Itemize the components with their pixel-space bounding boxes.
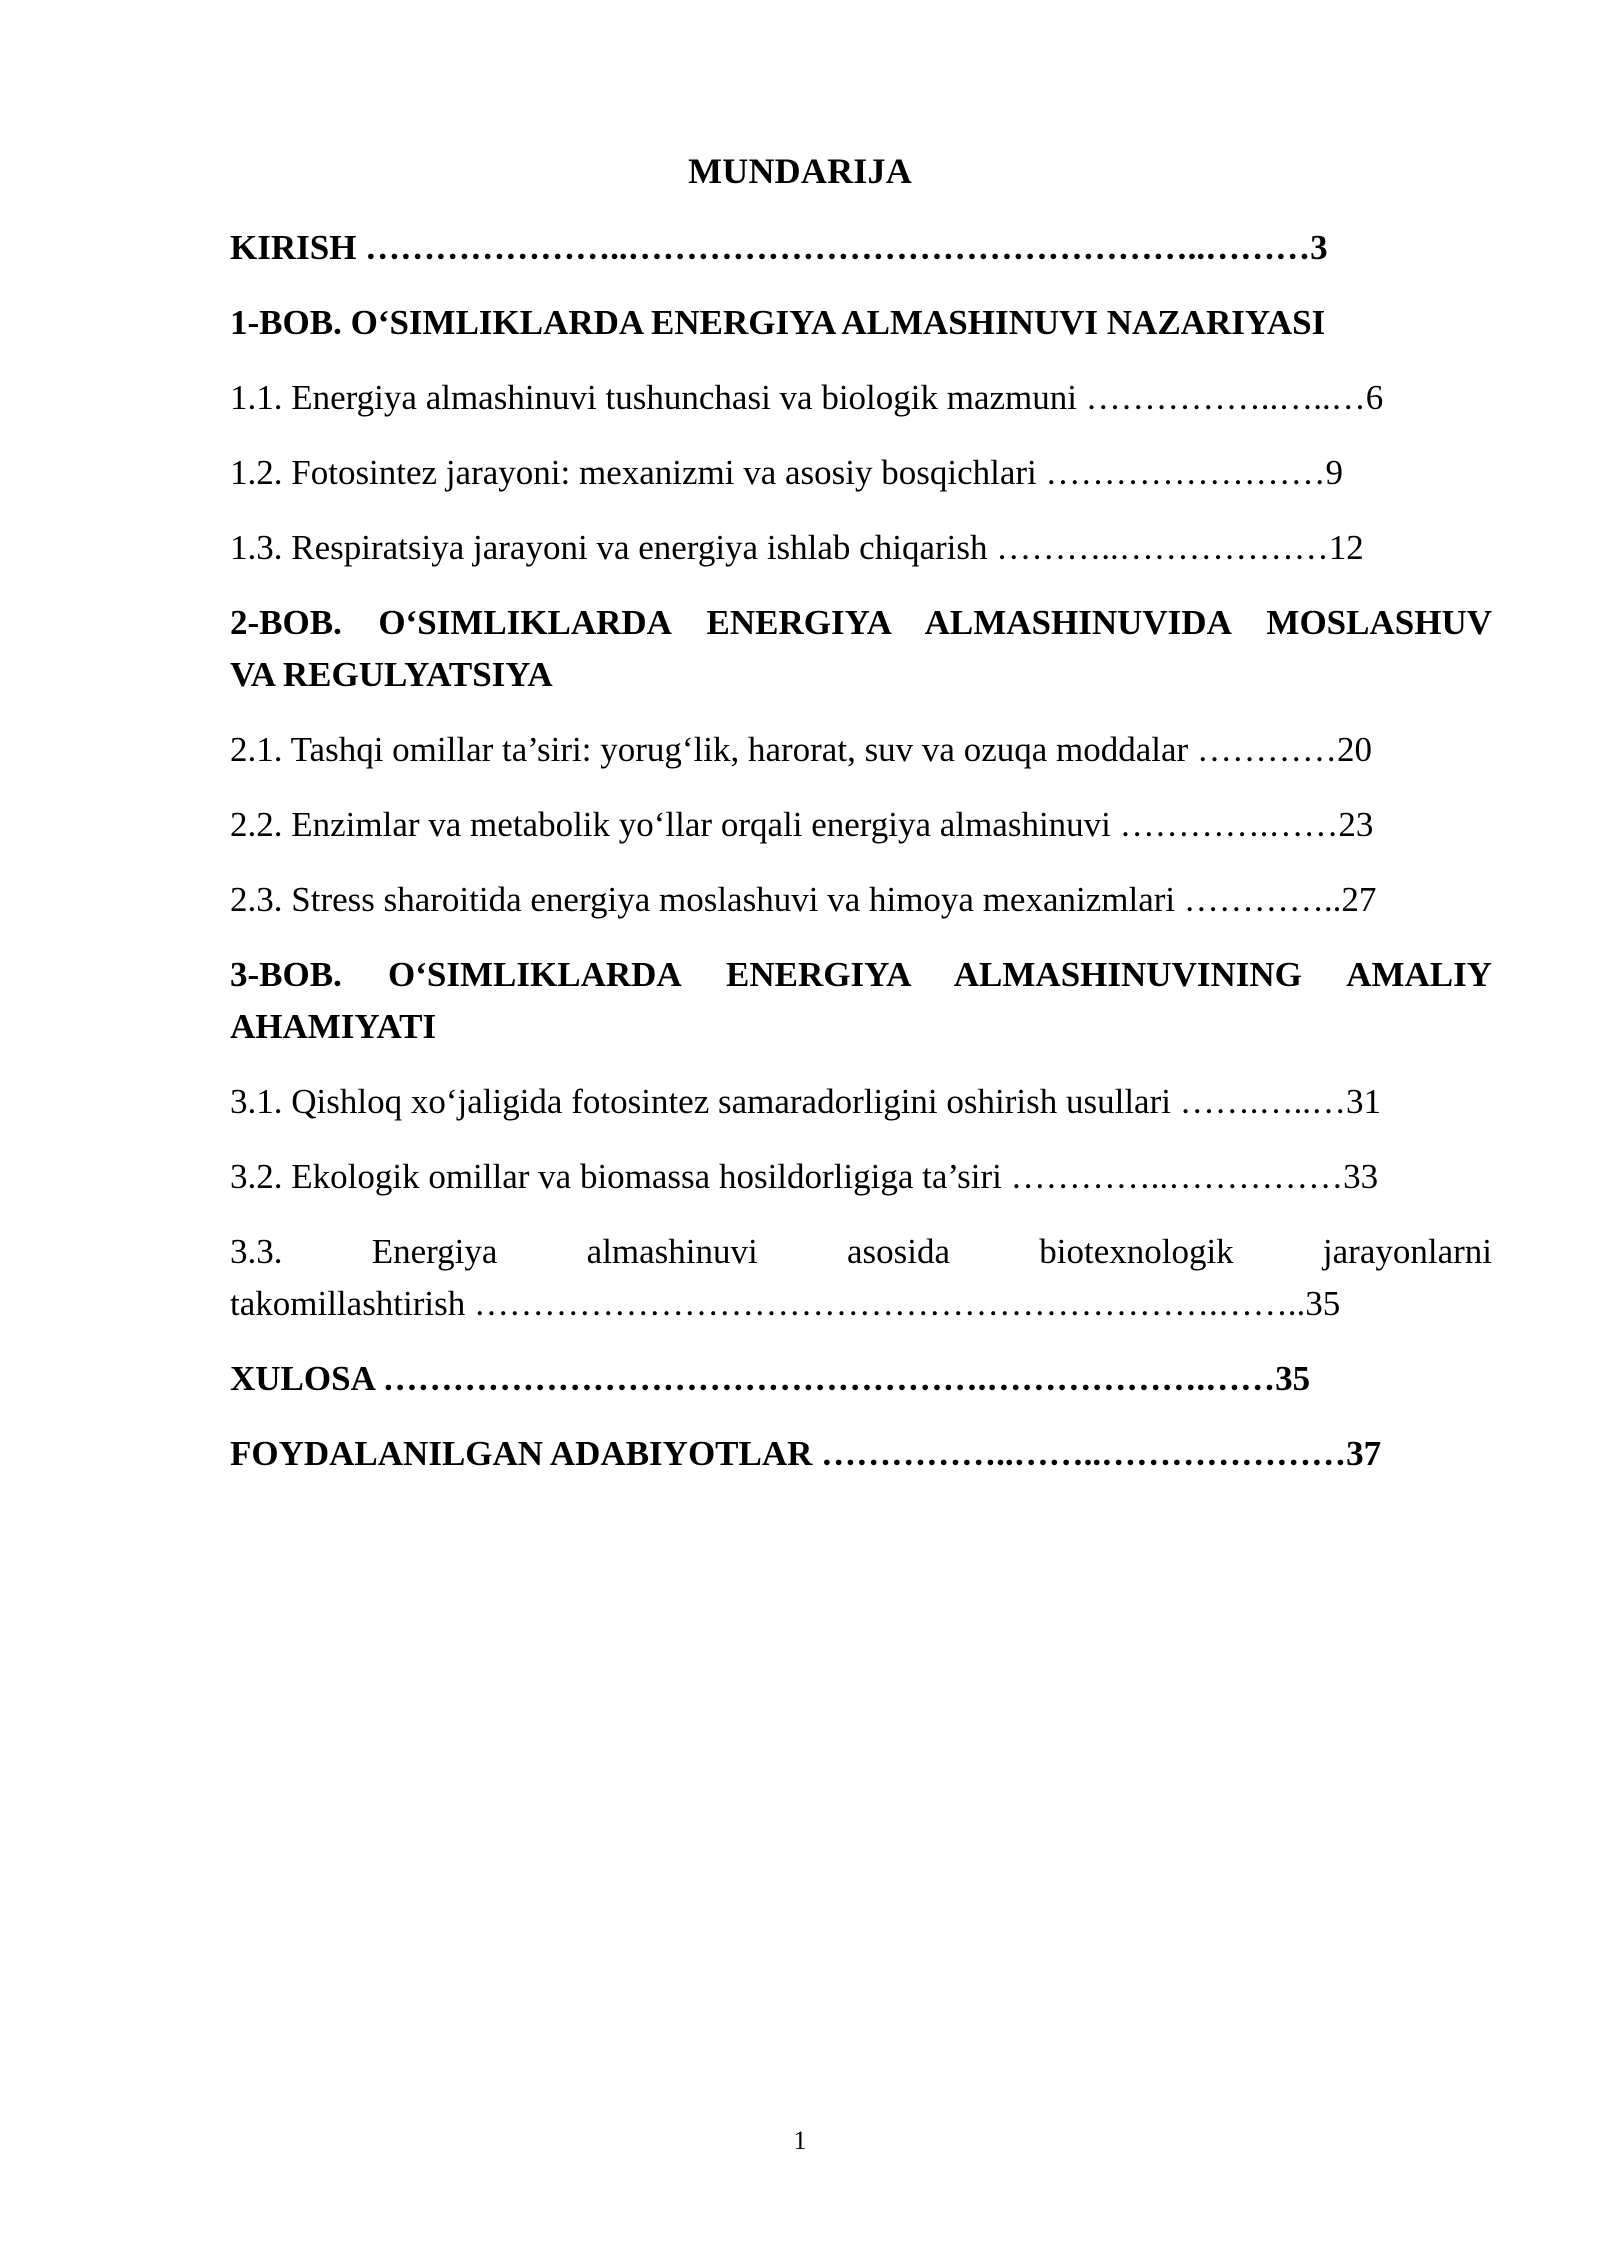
toc-chapter-3 bbox=[230, 949, 1492, 1053]
toc-section-2-3: 2.3. Stress sharoitida energiya moslashuvi va himoya mexanizmlari …………..27 bbox=[230, 880, 1377, 919]
toc-section-3-3 bbox=[230, 1226, 1492, 1330]
toc-section-1-2: 1.2. Fotosintez jarayoni: mexanizmi va asosiy bosqichlari ……………………9 bbox=[230, 453, 1344, 492]
toc-section-3-1: 3.1. Qishloq xo‘jaligida fotosintez samaradorligini oshirish usullari …….…..…31 bbox=[230, 1082, 1381, 1121]
toc-section-1-3: 1.3. Respiratsiya jarayoni va energiya ishlab chiqarish ………..………………12 bbox=[230, 528, 1364, 567]
toc-chapter-2 bbox=[230, 597, 1492, 701]
toc-chapter-2-line-2: VA REGULYATSIYA bbox=[230, 655, 553, 694]
toc-entry-xulosa: XULOSA …………………………………………….……………….……35 bbox=[230, 1359, 1311, 1398]
toc-chapter-3-line-1: 3-BOB. O‘SIMLIKLARDA ENERGIYA ALMASHINUVINING AMALIY bbox=[230, 955, 1492, 994]
toc-section-3-3-line-1: 3.3. Energiya almashinuvi asosida biotexnologik jarayonlarni bbox=[230, 1232, 1492, 1271]
toc-chapter-1: 1-BOB. O‘SIMLIKLARDA ENERGIYA ALMASHINUVI NAZARIYASI bbox=[230, 303, 1326, 342]
toc-section-3-2: 3.2. Ekologik omillar va biomassa hosildorligiga ta’siri …………..……………33 bbox=[230, 1157, 1379, 1196]
toc-entry-kirish: KIRISH …………………..…………………………………………..………3 bbox=[230, 228, 1328, 267]
toc-section-2-1: 2.1. Tashqi omillar ta’siri: yorug‘lik, harorat, suv va ozuqa moddalar …………20 bbox=[230, 730, 1372, 769]
toc-chapter-2-line-1: 2-BOB. O‘SIMLIKLARDA ENERGIYA ALMASHINUVIDA MOSLASHUV bbox=[230, 603, 1492, 642]
page-number: 1 bbox=[793, 2126, 807, 2155]
toc-section-1-1: 1.1. Energiya almashinuvi tushunchasi va biologik mazmuni ……………..…..…6 bbox=[230, 378, 1384, 417]
toc-entry-adabiyotlar: FOYDALANILGAN ADABIYOTLAR ……………..……..…………………37 bbox=[230, 1434, 1382, 1473]
page-title: MUNDARIJA bbox=[688, 151, 912, 191]
toc-section-3-3-line-2: takomillashtirish ……………………………………………………….……..35 bbox=[230, 1284, 1341, 1323]
toc-section-2-2: 2.2. Enzimlar va metabolik yo‘llar orqali energiya almashinuvi ………….……23 bbox=[230, 805, 1374, 844]
table-of-contents bbox=[230, 222, 1492, 1480]
toc-chapter-3-line-2: AHAMIYATI bbox=[230, 1007, 437, 1046]
